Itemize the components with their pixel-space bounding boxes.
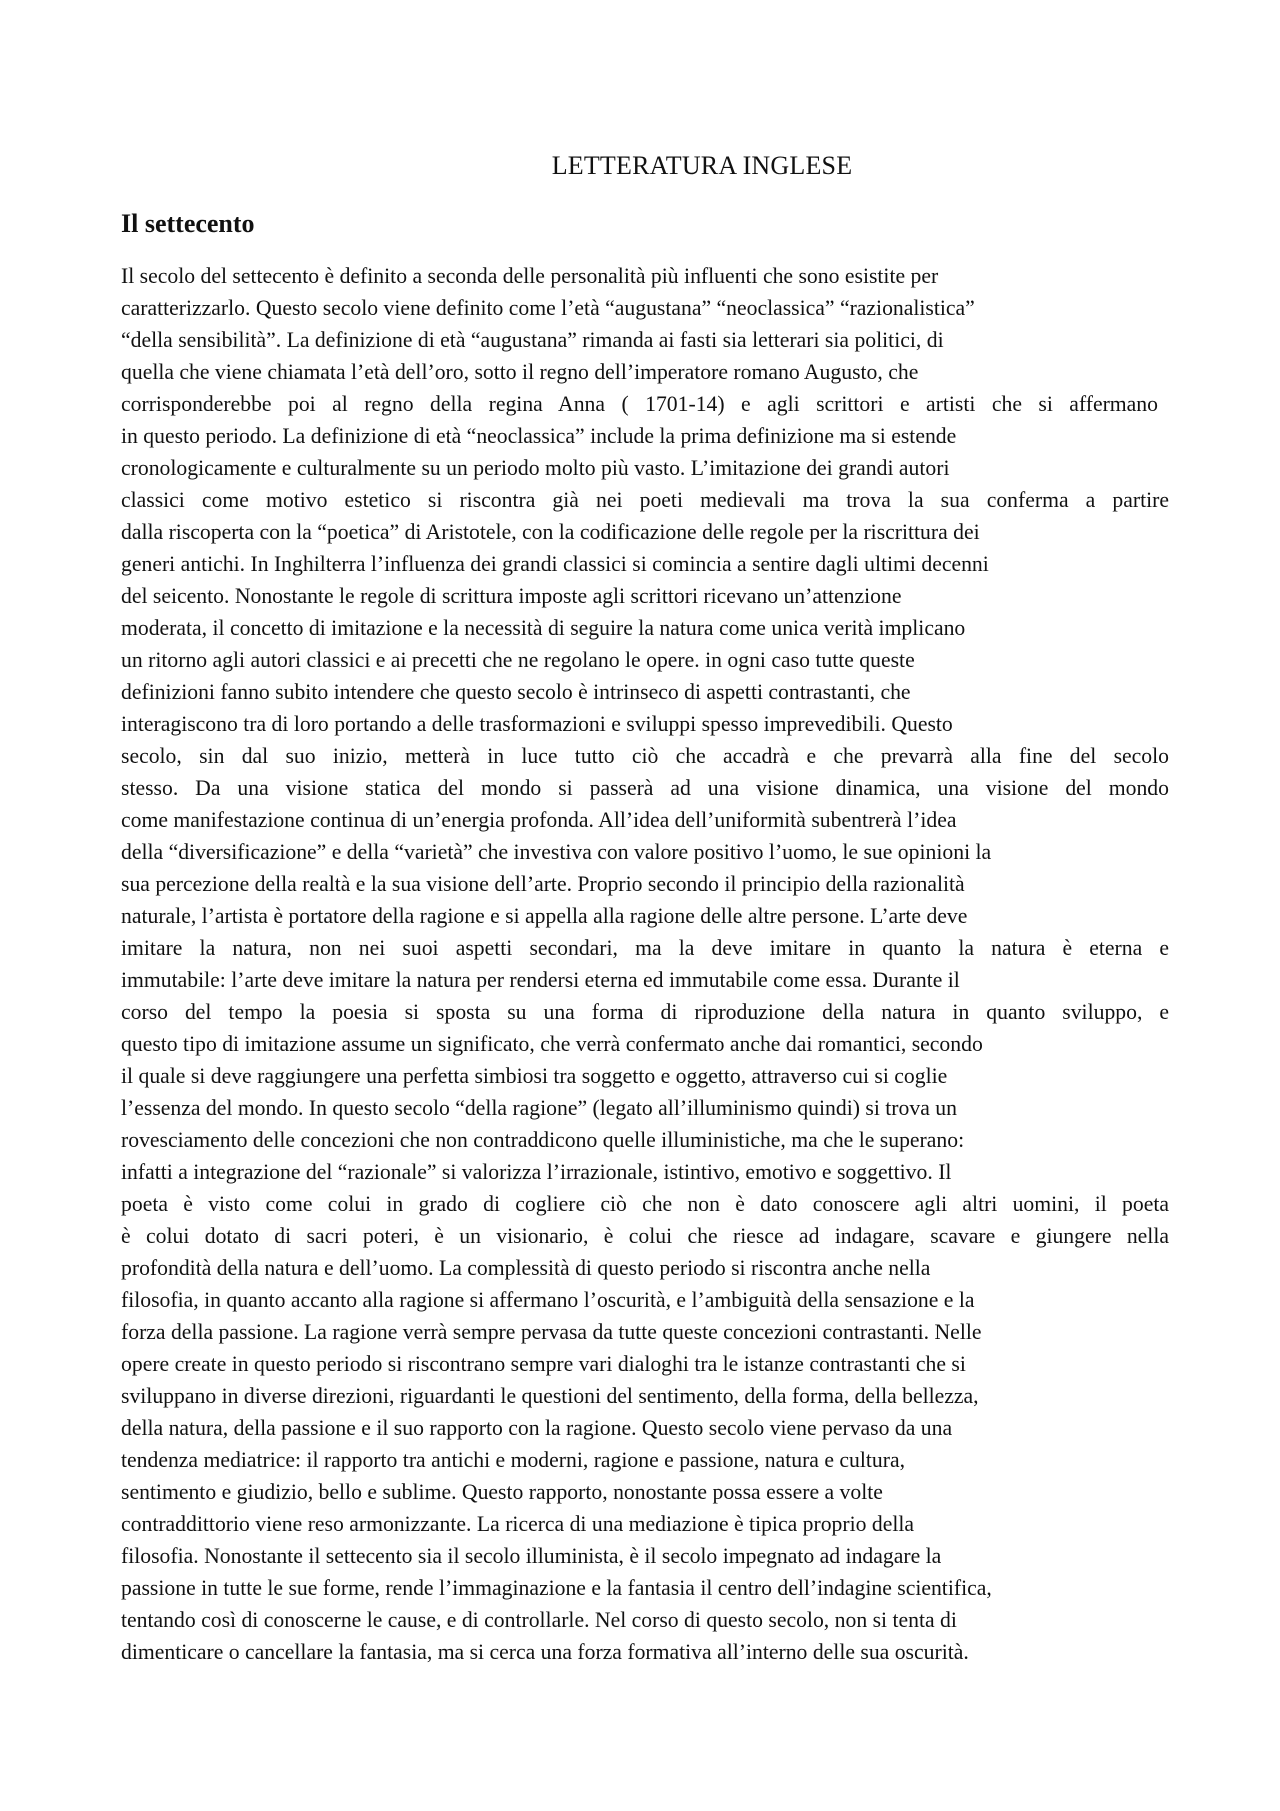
text-line: definizioni fanno subito intendere che questo secolo è intrinseco di aspetti contrastanti, che <box>121 680 911 704</box>
text-line: stesso. Da una visione statica del mondo si passerà ad una visione dinamica, una visione del mondo <box>121 776 1169 800</box>
text-line: classici come motivo estetico si riscontra già nei poeti medievali ma trova la sua conferma a partire <box>121 488 1169 512</box>
text-line: della “diversificazione” e della “varietà” che investiva con valore positivo l’uomo, le sue opinioni la <box>121 840 992 864</box>
text-line: come manifestazione continua di un’energia profonda. All’idea dell’uniformità subentrerà l’idea <box>121 808 957 832</box>
text-line: passione in tutte le sue forme, rende l’immaginazione e la fantasia il centro dell’indagine scientifica, <box>121 1576 992 1600</box>
text-line: poeta è visto come colui in grado di cogliere ciò che non è dato conoscere agli altri uomini, il poeta <box>121 1192 1169 1216</box>
text-line: opere create in questo periodo si riscontrano sempre vari dialoghi tra le istanze contrastanti che si <box>121 1352 966 1376</box>
text-line: infatti a integrazione del “razionale” si valorizza l’irrazionale, istintivo, emotivo e soggettivo. Il <box>121 1160 952 1184</box>
text-line: caratterizzarlo. Questo secolo viene definito come l’età “augustana” “neoclassica” “razionalistica” <box>121 296 975 320</box>
text-line: rovesciamento delle concezioni che non contraddicono quelle illuministiche, ma che le superano: <box>121 1128 965 1152</box>
text-line: un ritorno agli autori classici e ai precetti che ne regolano le opere. in ogni caso tutte queste <box>121 648 915 672</box>
text-line: imitare la natura, non nei suoi aspetti secondari, ma la deve imitare in quanto la natura è eterna e <box>121 936 1169 960</box>
text-line: della natura, della passione e il suo rapporto con la ragione. Questo secolo viene pervaso da una <box>121 1416 953 1440</box>
text-line: tentando così di conoscerne le cause, e di controllarle. Nel corso di questo secolo, non si tenta di <box>121 1608 957 1632</box>
text-line: è colui dotato di sacri poteri, è un visionario, è colui che riesce ad indagare, scavare e giungere nella <box>121 1224 1169 1248</box>
text-line: tendenza mediatrice: il rapporto tra antichi e moderni, ragione e passione, natura e cultura, <box>121 1448 906 1472</box>
text-line: il quale si deve raggiungere una perfetta simbiosi tra soggetto e oggetto, attraverso cui si coglie <box>121 1064 948 1088</box>
text-line: generi antichi. In Inghilterra l’influenza dei grandi classici si comincia a sentire dagli ultimi decenni <box>121 552 989 576</box>
text-line: questo tipo di imitazione assume un significato, che verrà confermato anche dai romantici, secondo <box>121 1032 983 1056</box>
text-line: sua percezione della realtà e la sua visione dell’arte. Proprio secondo il principio della razionalità <box>121 872 965 896</box>
text-line: profondità della natura e dell’uomo. La complessità di questo periodo si riscontra anche nella <box>121 1256 931 1280</box>
text-line: filosofia, in quanto accanto alla ragione si affermano l’oscurità, e l’ambiguità della sensazione e la <box>121 1288 975 1312</box>
text-line: filosofia. Nonostante il settecento sia il secolo illuminista, è il secolo impegnato ad indagare la <box>121 1544 942 1568</box>
text-line: naturale, l’artista è portatore della ragione e si appella alla ragione delle altre persone. L’arte deve <box>121 904 968 928</box>
text-line: quella che viene chiamata l’età dell’oro, sotto il regno dell’imperatore romano Augusto, che <box>121 360 919 384</box>
text-line: moderata, il concetto di imitazione e la necessità di seguire la natura come unica verità implicano <box>121 616 966 640</box>
text-line: contraddittorio viene reso armonizzante. La ricerca di una mediazione è tipica proprio della <box>121 1512 915 1536</box>
text-line: corso del tempo la poesia si sposta su una forma di riproduzione della natura in quanto sviluppo, e <box>121 1000 1169 1024</box>
text-line: dimenticare o cancellare la fantasia, ma si cerca una forza formativa all’interno delle sua oscurità. <box>121 1640 969 1664</box>
text-line: dalla riscoperta con la “poetica” di Aristotele, con la codificazione delle regole per la riscrittura dei <box>121 520 980 544</box>
text-line: interagiscono tra di loro portando a delle trasformazioni e sviluppi spesso imprevedibili. Questo <box>121 712 953 736</box>
text-line: del seicento. Nonostante le regole di scrittura imposte agli scrittori ricevano un’attenzione <box>121 584 902 608</box>
text-line: immutabile: l’arte deve imitare la natura per rendersi eterna ed immutabile come essa. Durante il <box>121 968 960 992</box>
body-paragraph <box>121 260 1169 1668</box>
text-line: sentimento e giudizio, bello e sublime. Questo rapporto, nonostante possa essere a volte <box>121 1480 883 1504</box>
text-line: cronologicamente e culturalmente su un periodo molto più vasto. L’imitazione dei grandi autori <box>121 456 950 480</box>
text-line: sviluppano in diverse direzioni, riguardanti le questioni del sentimento, della forma, della bellezza, <box>121 1384 979 1408</box>
section-heading: Il settecento <box>121 209 255 238</box>
text-line: corrisponderebbe poi al regno della regina Anna ( 1701-14) e agli scrittori e artisti che si affermano <box>121 392 1158 416</box>
text-line: forza della passione. La ragione verrà sempre pervasa da tutte queste concezioni contrastanti. Nelle <box>121 1320 982 1344</box>
document-title: LETTERATURA INGLESE <box>551 151 853 180</box>
text-line: in questo periodo. La definizione di età “neoclassica” include la prima definizione ma si estende <box>121 424 957 448</box>
text-line: l’essenza del mondo. In questo secolo “della ragione” (legato all’illuminismo quindi) si trova un <box>121 1096 957 1120</box>
text-line: “della sensibilità”. La definizione di età “augustana” rimanda ai fasti sia letterari sia politici, di <box>121 328 944 352</box>
text-line: secolo, sin dal suo inizio, metterà in luce tutto ciò che accadrà e che prevarrà alla fine del secolo <box>121 744 1169 768</box>
text-line: Il secolo del settecento è definito a seconda delle personalità più influenti che sono esistite per <box>121 264 939 288</box>
